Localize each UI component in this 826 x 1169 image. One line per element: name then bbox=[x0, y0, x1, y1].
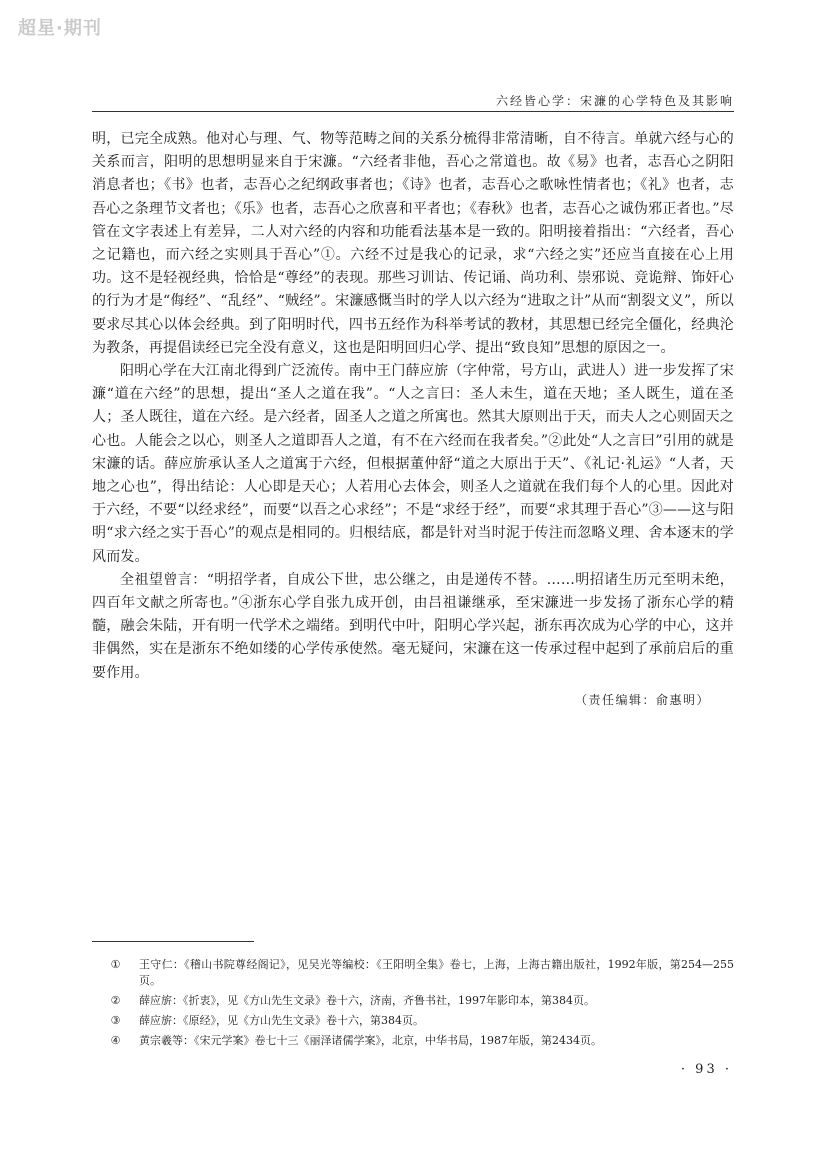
footnotes bbox=[92, 957, 734, 1053]
running-head: 六经皆心学：宋濂的心学特色及其影响 bbox=[495, 94, 734, 108]
header-rule bbox=[92, 111, 734, 112]
paragraph-2: 阳明心学在大江南北得到广泛流传。南中王门薛应旂（字仲常，号方山，武进人）进一步发挥了宋濂“道在六经”的思想，提出“圣人之道在我”。“人之言曰：圣人未生，道在天地；圣人既生，道在圣人；圣人既往，道在六经。是六经者，固圣人之道之所寓也。然其大原则出于天，而夫人之心则固天之心也。人能会之以心，则圣人之道即吾人之道，有不在六经而在我者矣。”②此处“人之言曰”引用的就是宋濂的话。薛应旂承认圣人之道寓于六经，但根据董仲舒“道之大原出于天”、《礼记·礼运》“人者，天地之心也”，得出结论：人心即是天心；人若用心去体会，则圣人之道就在我们每个人的心里。因此对于六经，不要“以经求经”，而要“以吾之心求经”；不是“求经于经”，而要“求其理于吾心”③——这与阳明“求六经之实于吾心”的观点是相同的。归根结底，都是针对当时泥于传注而忽略义理、舍本逐末的学风而发。 bbox=[92, 363, 734, 565]
footnote-rule bbox=[92, 941, 254, 942]
footnote-2 bbox=[92, 993, 734, 1009]
paragraph-3: 全祖望曾言：“明招学者，自成公下世，忠公继之，由是递传不替。……明招诸生历元至明未绝，四百年文献之所寄也。”④浙东心学自张九成开创，由吕祖谦继承，至宋濂进一步发扬了浙东心学的精髓，融会朱陆，开有明一代学术之端绪。到明代中叶，阳明心学兴起，浙东再次成为心学的中心，这并非偶然，实在是浙东不绝如缕的心学传承使然。毫无疑问，宋濂在这一传承过程中起到了承前启后的重要作用。 bbox=[92, 571, 734, 681]
editor-note: （责任编辑：俞惠明） bbox=[574, 693, 710, 707]
footnote-3 bbox=[92, 1013, 734, 1029]
footnote-4 bbox=[92, 1033, 734, 1049]
footnote-text: 薛应旂：《折衷》，见《方山先生文录》卷十六，济南，齐鲁书社，1997年影印本，第384页。 bbox=[139, 994, 595, 1007]
footnote-mark: ① bbox=[110, 958, 121, 971]
paragraph-1: 明，已完全成熟。他对心与理、气、物等范畴之间的关系分梳得非常清晰，自不待言。单就六经与心的关系而言，阳明的思想明显来自于宋濂。“六经者非他，吾心之常道也。故《易》也者，志吾心之阴阳消息者也；《书》也者，志吾心之纪纲政事者也；《诗》也者，志吾心之歌咏性情者也；《礼》也者，志吾心之条理节文者也；《乐》也者，志吾心之欣喜和平者也；《春秋》也者，志吾心之诚伪邪正者也。”尽管在文字表述上有差异，二人对六经的内容和功能看法基本是一致的。阳明接着指出：“六经者，吾心之记籍也，而六经之实则具于吾心”①。六经不过是我心的记录，求“六经之实”还应当直接在心上用功。这不是轻视经典，恰恰是“尊经”的表现。那些习训诂、传记诵、尚功利、崇邪说、竞诡辩、饰奸心的行为才是“侮经”、“乱经”、“贼经”。宋濂感慨当时的学人以六经为“进取之计”从而“割裂文义”，所以要求尽其心以体会经典。到了阳明时代，四书五经作为科举考试的教材，其思想已经完全僵化，经典沦为教条，再提倡读经已完全没有意义，这也是阳明回归心学、提出“致良知”思想的原因之一。 bbox=[92, 131, 734, 356]
footnote-1 bbox=[92, 957, 734, 989]
footnote-text: 黄宗羲等：《宋元学案》卷七十三《丽泽诸儒学案》，北京，中华书局，1987年版，第2434页。 bbox=[139, 1034, 602, 1047]
main-text bbox=[92, 128, 734, 685]
watermark-logo: 超星·期刊 bbox=[18, 18, 102, 39]
footnote-text: 薛应旂：《原经》，见《方山先生文录》卷十六，第384页。 bbox=[139, 1014, 424, 1027]
page-number: · 93 · bbox=[680, 1062, 732, 1077]
footnote-mark: ② bbox=[110, 994, 121, 1007]
footnote-mark: ④ bbox=[110, 1034, 121, 1047]
footnote-text: 王守仁：《稽山书院尊经阁记》，见吴光等编校：《王阳明全集》卷七，上海，上海古籍出版社，1992年版，第254—255页。 bbox=[139, 958, 734, 987]
footnote-mark: ③ bbox=[110, 1014, 121, 1027]
